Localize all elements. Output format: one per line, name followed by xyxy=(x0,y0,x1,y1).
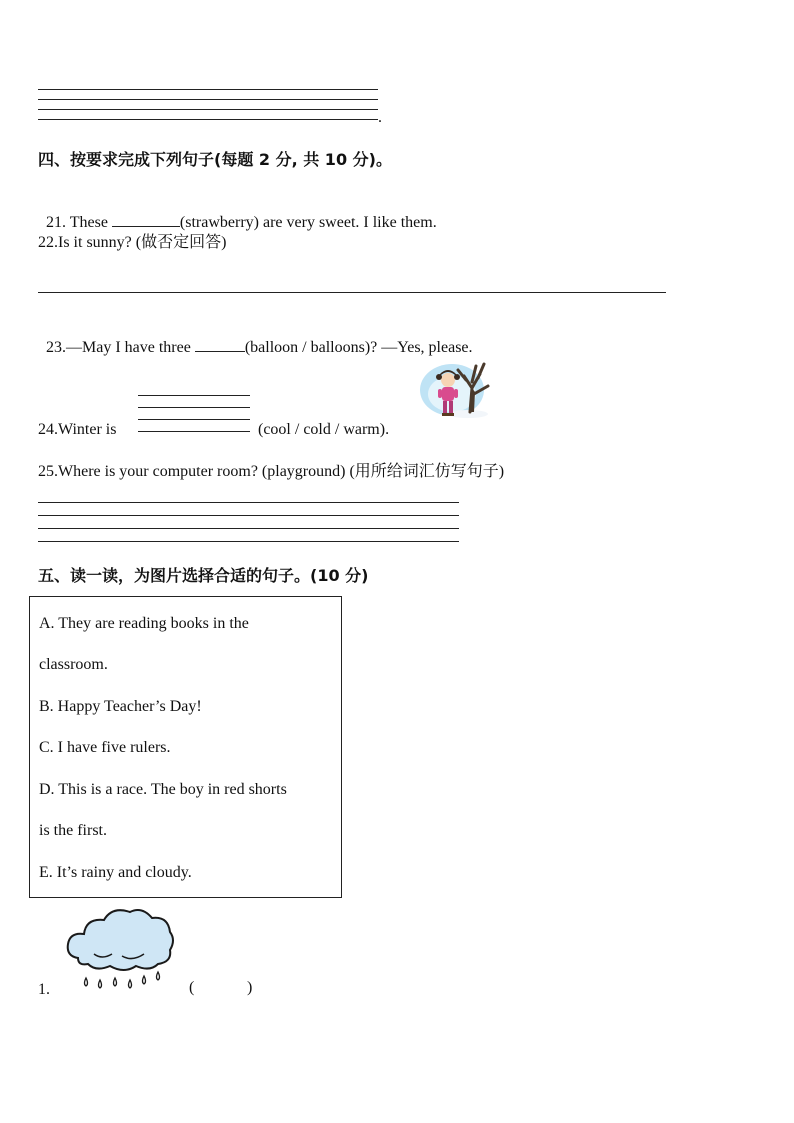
option-c: C. I have five rulers. xyxy=(39,739,171,756)
question-25-answer-line[interactable] xyxy=(38,541,459,542)
section-5-heading: 五、读一读，为图片选择合适的句子。(10 分) xyxy=(38,566,369,585)
item-1-bracket-left: ( xyxy=(189,979,195,996)
answer-line[interactable] xyxy=(38,99,378,100)
item-1-bracket-right: ) xyxy=(247,979,253,996)
option-e: E. It’s rainy and cloudy. xyxy=(39,864,192,881)
answer-line[interactable] xyxy=(38,89,378,90)
question-21-suffix: (strawberry) are very sweet. I like them. xyxy=(179,214,437,231)
answer-line[interactable] xyxy=(38,119,378,120)
options-box xyxy=(29,596,342,898)
option-d-line-1: D. This is a race. The boy in red shorts xyxy=(39,781,287,798)
question-25: 25.Where is your computer room? (playground) (用所给词汇仿写句子) xyxy=(38,463,505,480)
question-23-prefix: 23.—May I have three xyxy=(46,339,195,356)
section-4-heading: 四、按要求完成下列句子(每题 2 分, 共 10 分)。 xyxy=(38,150,392,169)
question-24-answer-line[interactable] xyxy=(138,419,250,420)
question-21 xyxy=(38,191,437,233)
question-21-blank[interactable] xyxy=(112,211,180,227)
question-25-answer-line[interactable] xyxy=(38,515,459,516)
question-25-answer-line[interactable] xyxy=(38,528,459,529)
question-24-answer-line[interactable] xyxy=(138,395,250,396)
question-23-suffix: (balloon / balloons)? —Yes, please. xyxy=(244,339,473,356)
option-a-line-1: A. They are reading books in the xyxy=(39,615,249,632)
question-25-answer-line[interactable] xyxy=(38,502,459,503)
question-21-prefix: 21. These xyxy=(46,214,112,231)
question-24-answer-line[interactable] xyxy=(138,431,250,432)
option-a-line-2: classroom. xyxy=(39,656,108,673)
rain-cloud-icon xyxy=(64,904,178,994)
line-end-mark: . xyxy=(378,109,382,126)
option-d-line-2: is the first. xyxy=(39,822,107,839)
question-24-prefix: 24.Winter is xyxy=(38,421,121,438)
question-22-answer-line[interactable] xyxy=(38,292,666,293)
answer-line[interactable] xyxy=(38,109,378,110)
question-23 xyxy=(38,316,473,358)
option-b: B. Happy Teacher’s Day! xyxy=(39,698,202,715)
girl-by-winter-tree-icon xyxy=(418,358,500,424)
question-24-answer-line[interactable] xyxy=(138,407,250,408)
item-1-answer-space[interactable] xyxy=(200,978,244,998)
question-23-blank[interactable] xyxy=(195,336,245,352)
question-24-suffix: (cool / cold / warm). xyxy=(258,421,390,438)
item-1-number: 1. xyxy=(38,981,50,998)
question-22: 22.Is it sunny? (做否定回答) xyxy=(38,234,227,251)
